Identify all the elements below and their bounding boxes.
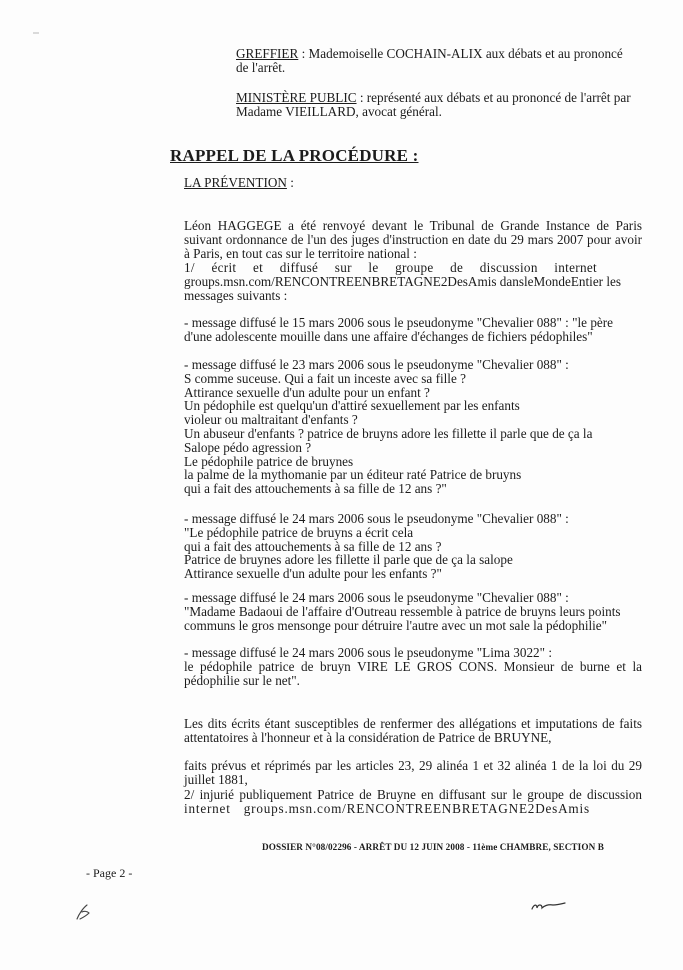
message-line: qui a fait des attouchements à sa fille de 12 ans ?"	[184, 481, 447, 497]
message-line: communs le gros mensonge pour détruire l'autre avec un mot sale la pédophilie"	[184, 617, 608, 633]
intro-paragraph: Léon HAGGEGE a été renvoyé devant le Tribunal de Grande Instance de Paris suivant ordonnance de l'un des juges d'instruction en date du 29 mars 2007 pour avoir à Paris, en tout cas sur le territoire national :	[184, 218, 642, 261]
count2-line2: internet groups.msn.com/RENCONTREENBRETAGNE2DesAmis	[184, 800, 590, 816]
greffier-label: GREFFIER	[236, 46, 299, 61]
message-4	[184, 591, 642, 632]
section-title: RAPPEL DE LA PROCÉDURE :	[170, 146, 419, 165]
dossier-footer: DOSSIER N°08/02296 - ARRÊT DU 12 JUIN 2008 - 11ème CHAMBRE, SECTION B	[262, 842, 604, 852]
count2-paragraph	[184, 788, 642, 816]
message-line: pédophilie sur le net".	[184, 672, 300, 688]
message-line: - message diffusé le 24 mars 2006 sous le pseudonyme "Lima 3022" :	[184, 645, 552, 660]
ministere-text-line2: Madame VIEILLARD, avocat général.	[236, 103, 442, 119]
message-line: Un pédophile est quelqu'un d'attiré sexuellement par les enfants	[184, 398, 520, 414]
greffier-text-line2: de l'arrêt.	[236, 59, 286, 75]
ministere-label: MINISTÈRE PUBLIC	[236, 90, 357, 105]
ministere-text: : représenté aux débats et au prononcé de l'arrêt par	[356, 90, 631, 105]
message-line: qui a fait des attouchements à sa fille de 12 ans ?	[184, 538, 442, 554]
message-line: Attirance sexuelle d'un adulte pour les enfants ?"	[184, 566, 442, 582]
greffier-block	[184, 47, 642, 75]
count1-line2: groups.msn.com/RENCONTREENBRETAGNE2DesAmis dansleMondeEntier les	[184, 273, 622, 289]
greffier-text: : Mademoiselle COCHAIN-ALIX aux débats et au prononcé	[298, 46, 623, 61]
message-line: - message diffusé le 15 mars 2006 sous le pseudonyme "Chevalier 088" : "le père	[184, 315, 614, 330]
message-line: - message diffusé le 24 mars 2006 sous le pseudonyme "Chevalier 088" :	[184, 590, 569, 605]
articles-paragraph: faits prévus et réprimés par les articles 23, 29 alinéa 1 et 32 alinéa 1 de la loi du 29 juillet 1881,	[184, 758, 642, 787]
count1-paragraph	[184, 261, 642, 302]
message-line: Salope pédo agression ?	[184, 439, 312, 455]
page-number: - Page 2 -	[86, 866, 133, 880]
initials-mark-icon	[72, 900, 98, 924]
message-line: S comme suceuse. Qui a fait un inceste avec sa fille ?	[184, 370, 466, 386]
message-5	[184, 646, 642, 687]
message-line: Un abuseur d'enfants ? patrice de bruyns adore les fillette il parle que de ça la	[184, 425, 593, 441]
message-line: Patrice de bruynes adore les fillette il parle que de ça la salope	[184, 552, 513, 568]
message-line: d'une adolescente mouille dans une affaire d'échanges de fichiers pédophiles"	[184, 328, 593, 344]
message-line: "Madame Badaoui de l'affaire d'Outreau ressemble à patrice de bruyns leurs points	[184, 603, 621, 619]
message-line: le pédophile patrice de bruyn VIRE LE GROS CONS. Monsieur de burne et la	[184, 658, 642, 674]
ministere-block	[184, 91, 642, 119]
count1-line3: messages suivants :	[184, 287, 288, 303]
message-3	[184, 512, 642, 581]
paraph-signature-icon	[528, 896, 568, 914]
message-line: - message diffusé le 24 mars 2006 sous le pseudonyme "Chevalier 088" :	[184, 511, 569, 526]
message-line: "Le pédophile patrice de bruyns a écrit cela	[184, 524, 414, 540]
count1-line1: 1/ écrit et diffusé sur le groupe de discussion internet	[184, 260, 597, 275]
message-2	[184, 358, 642, 496]
message-line: la palme de la mythomanie par un éditeur raté Patrice de bruyns	[184, 467, 522, 483]
message-line: violeur ou maltraitant d'enfants ?	[184, 412, 358, 428]
message-line: Le pédophile patrice de bruynes	[184, 453, 354, 469]
message-1	[184, 316, 642, 344]
allegations-paragraph: Les dits écrits étant susceptibles de renfermer des allégations et imputations de faits attentatoires à l'honneur et à la considération de Patrice de BRUYNE,	[184, 716, 642, 745]
subsection-suffix: :	[286, 175, 294, 190]
count2-line1: 2/ injurié publiquement Patrice de Bruyne en diffusant sur le groupe de discussion	[184, 787, 642, 802]
message-line: Attirance sexuelle d'un adulte pour un enfant ?	[184, 384, 430, 400]
scan-speck-icon	[30, 30, 44, 36]
message-line: - message diffusé le 23 mars 2006 sous le pseudonyme "Chevalier 088" :	[184, 357, 569, 372]
prevention-heading	[184, 176, 642, 190]
subsection-title: LA PRÉVENTION	[184, 175, 287, 190]
